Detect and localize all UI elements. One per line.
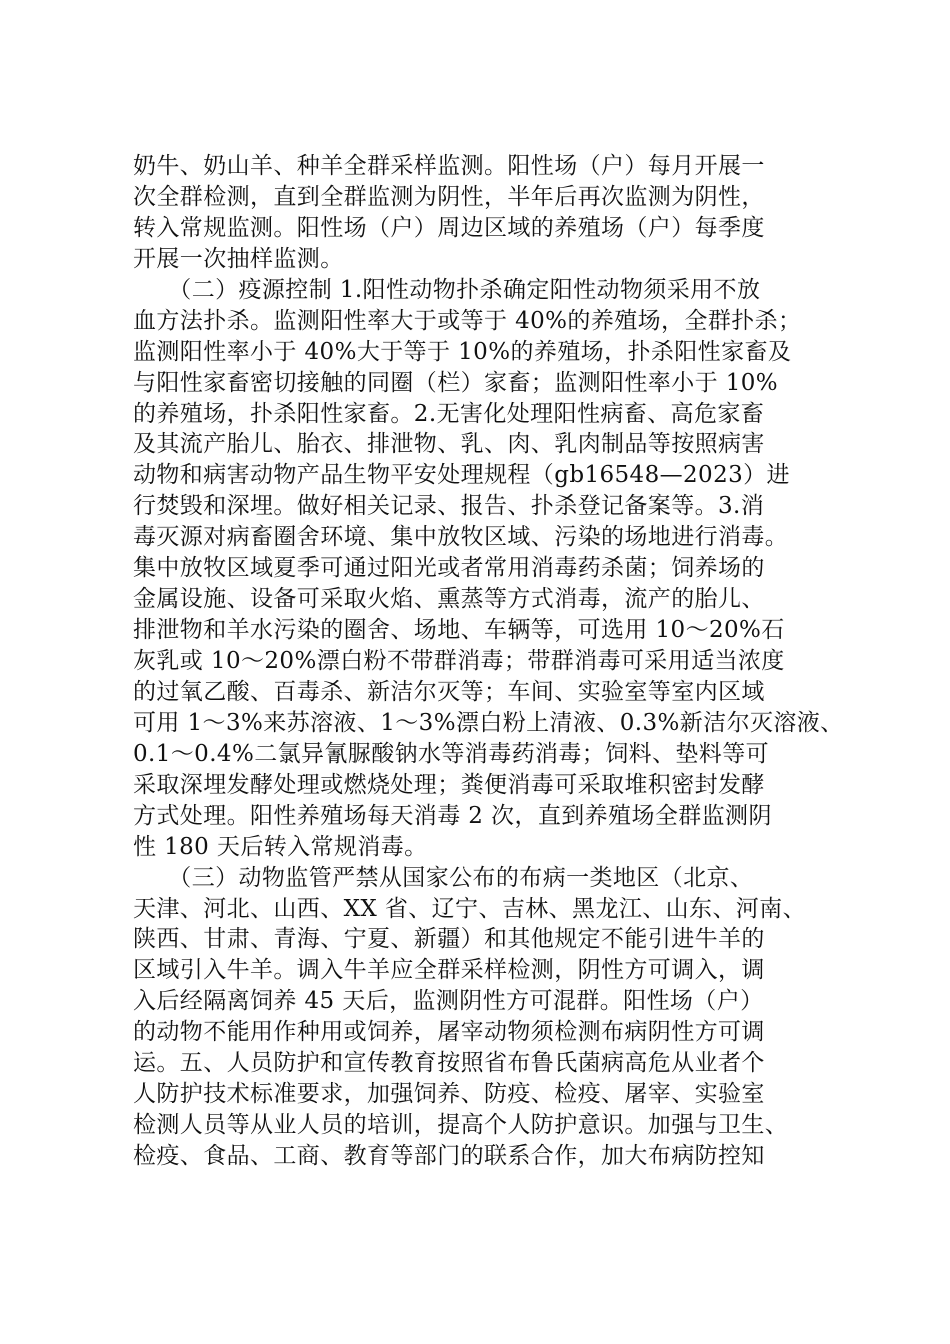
text-line: 区域引入牛羊。调入牛羊应全群采样检测，阴性方可调入，调 — [133, 957, 765, 984]
text-line: 0.1～0.4%二氯异氰脲酸钠水等消毒药消毒；饲料、垫料等可 — [133, 740, 770, 767]
text-line: 毒灭源对病畜圈舍环境、集中放牧区域、污染的场地进行消毒。 — [133, 524, 789, 551]
text-line: 血方法扑杀。监测阳性率大于或等于 40%的养殖场，全群扑杀； — [133, 307, 802, 334]
text-line: 入后经隔离饲养 45 天后，监测阴性方可混群。阳性场（户） — [133, 988, 764, 1015]
text-line: 的动物不能用作种用或饲养，屠宰动物须检测布病阴性方可调 — [133, 1019, 765, 1046]
text-line: 可用 1～3%来苏溶液、1～3%漂白粉上清液、0.3%新洁尔灭溶液、 — [133, 709, 844, 736]
text-line: 采取深埋发酵处理或燃烧处理；粪便消毒可采取堆积密封发酵 — [133, 771, 765, 798]
text-line: 方式处理。阳性养殖场每天消毒 2 次，直到养殖场全群监测阴 — [133, 802, 772, 829]
text-line: 灰乳或 10～20%漂白粉不带群消毒；带群消毒可采用适当浓度 — [133, 648, 785, 674]
text-line: 陕西、甘肃、青海、宁夏、新疆）和其他规定不能引进牛羊的 — [133, 926, 765, 953]
text-line: 检测人员等从业人员的培训，提高个人防护意识。加强与卫生、 — [133, 1112, 789, 1139]
text-line: 转入常规监测。阳性场（户）周边区域的养殖场（户）每季度 — [133, 214, 765, 241]
text-line: 的过氧乙酸、百毒杀、新洁尔灭等；车间、实验室等室内区域 — [133, 678, 765, 705]
text-line: 奶牛、奶山羊、种羊全群采样监测。阳性场（户）每月开展一 — [133, 153, 765, 179]
text-line: 金属设施、设备可采取火焰、熏蒸等方式消毒，流产的胎儿、 — [133, 586, 765, 613]
text-line: 监测阳性率小于 40%大于等于 10%的养殖场，扑杀阳性家畜及 — [133, 338, 792, 365]
text-line: 检疫、食品、工商、教育等部门的联系合作，加大布病防控知 — [133, 1143, 765, 1169]
text-line: 与阳性家畜密切接触的同圈（栏）家畜；监测阳性率小于 10% — [133, 369, 779, 396]
text-line: 行焚毁和深埋。做好相关记录、报告、扑杀登记备案等。3.消 — [133, 493, 765, 520]
text-line: （二）疫源控制 1.阳性动物扑杀确定阳性动物须采用不放 — [133, 276, 761, 303]
text-line: 性 180 天后转入常规消毒。 — [133, 833, 428, 860]
text-line: 开展一次抽样监测。 — [133, 245, 344, 272]
text-line: 排泄物和羊水污染的圈舍、场地、车辆等，可选用 10～20%石 — [133, 617, 785, 644]
text-line: 次全群检测，直到全群监测为阴性，半年后再次监测为阴性， — [133, 183, 765, 210]
text-line: 天津、河北、山西、XX 省、辽宁、吉林、黑龙江、山东、河南、 — [133, 895, 807, 922]
document-body — [133, 151, 853, 1172]
text-line: 的养殖场，扑杀阳性家畜。2.无害化处理阳性病畜、高危家畜 — [133, 400, 765, 427]
text-line: 集中放牧区域夏季可通过阳光或者常用消毒药杀菌；饲养场的 — [133, 555, 765, 582]
text-line: （三）动物监管严禁从国家公布的布病一类地区（北京、 — [133, 864, 754, 891]
text-line: 及其流产胎儿、胎衣、排泄物、乳、肉、乳肉制品等按照病害 — [133, 431, 765, 458]
text-line: 人防护技术标准要求，加强饲养、防疫、检疫、屠宰、实验室 — [133, 1081, 765, 1108]
text-line: 运。五、人员防护和宣传教育按照省布鲁氏菌病高危从业者个 — [133, 1050, 765, 1077]
text-line: 动物和病害动物产品生物平安处理规程（gb16548—2023）进 — [133, 462, 790, 489]
